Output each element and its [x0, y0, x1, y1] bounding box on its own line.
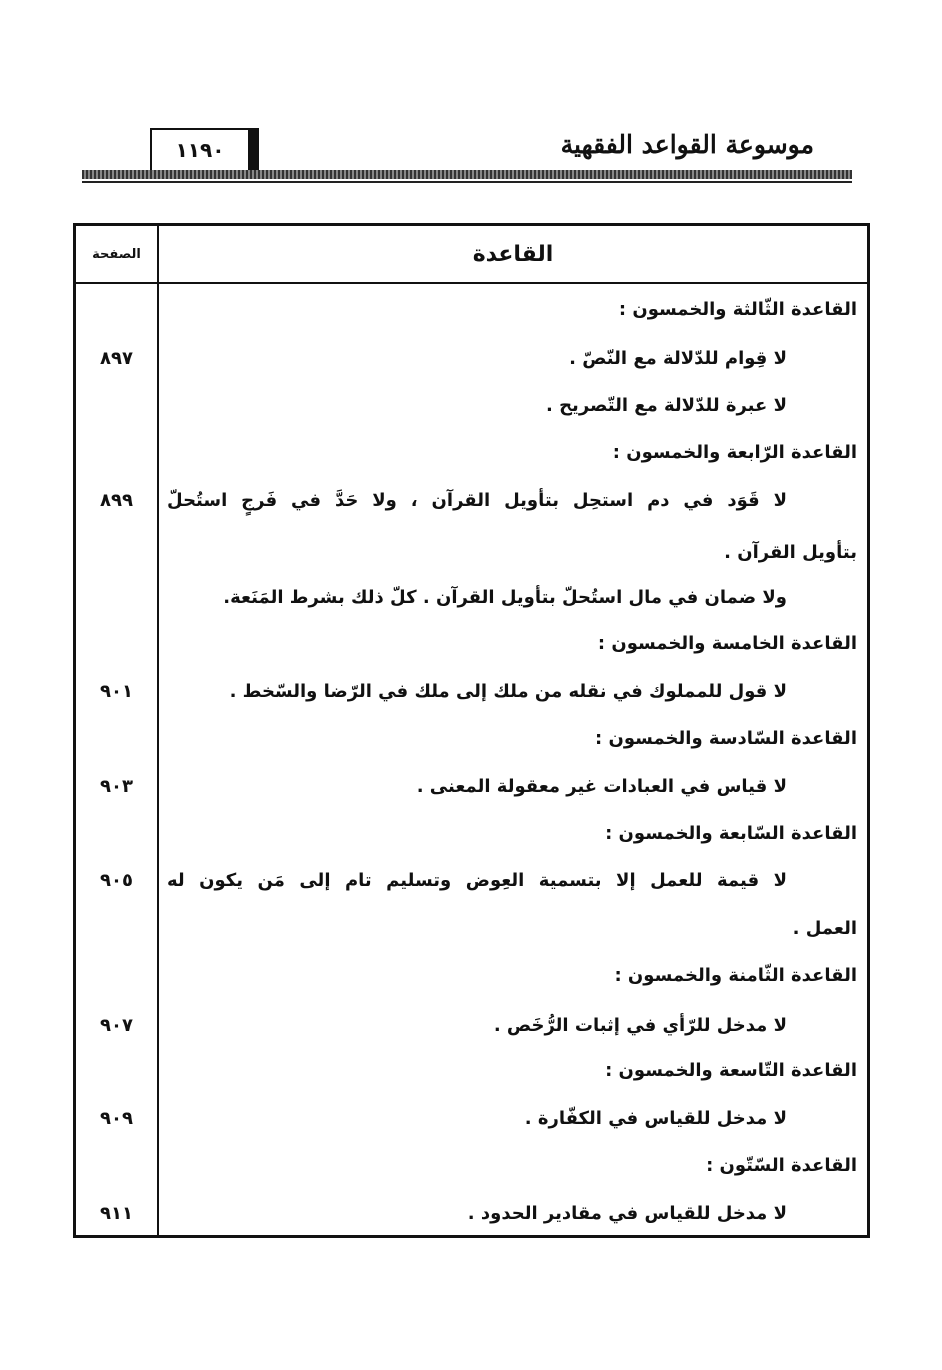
header-rule-thin: [82, 181, 852, 183]
column-header-page: الصفحة: [92, 246, 141, 262]
rule-text: لا قَوَد في دم استحِل بتأويل القرآن ، ولا حَدَّ في فَرجٍ استُحلّ: [167, 490, 787, 511]
page-ref: ٩١١: [100, 1203, 133, 1224]
rule-heading-59: القاعدة التّاسعة والخمسون :: [605, 1060, 857, 1081]
page-ref: ٩٠٥: [100, 870, 133, 891]
rule-text-continued: بتأويل القرآن .: [724, 542, 857, 563]
rule-text: لا قول للمملوك في نقله من ملك إلى ملك في الرّضا والسّخط .: [229, 681, 787, 702]
page-header: [0, 0, 942, 190]
index-table: [73, 223, 870, 1238]
header-rule: [82, 170, 852, 179]
rule-heading-55: القاعدة الخامسة والخمسون :: [597, 633, 857, 654]
rule-text: لا مدخل للرّأي في إثبات الرُّخَص .: [493, 1015, 787, 1036]
table-header-row: [76, 226, 867, 284]
rule-heading-57: القاعدة السّابعة والخمسون :: [605, 823, 857, 844]
page-ref: ٨٩٩: [100, 490, 133, 511]
rule-heading-53: القاعدة الثّالثة والخمسون :: [618, 299, 857, 320]
page-ref: ٩٠٣: [100, 776, 133, 797]
rule-text-continued: العمل .: [792, 918, 857, 939]
rule-text: لا عبرة للدّلالة مع التّصريح .: [545, 395, 787, 416]
rule-heading-56: القاعدة السّادسة والخمسون :: [595, 728, 857, 749]
book-title: موسوعة القواعد الفقهية: [560, 130, 814, 159]
rule-heading-54: القاعدة الرّابعة والخمسون :: [612, 442, 857, 463]
page-ref: ٨٩٧: [100, 348, 133, 369]
page-ref: ٩٠١: [100, 681, 133, 702]
rule-heading-58: القاعدة الثّامنة والخمسون :: [614, 965, 857, 986]
page-number-box: [150, 128, 250, 172]
rule-text: لا مدخل للقياس في الكفّارة .: [524, 1108, 787, 1129]
page-number: ١١٩٠: [175, 138, 225, 162]
page-ref: ٩٠٩: [100, 1108, 133, 1129]
rule-text: لا قِوام للدّلالة مع النّصّ .: [569, 348, 787, 369]
rule-text: لا قيمة للعمل إلا بتسمية العِوض وتسليم تام إلى مَن يكون له: [167, 870, 787, 891]
rule-text: لا مدخل للقياس في مقادير الحدود .: [467, 1203, 787, 1224]
rule-text: لا قياس في العبادات غير معقولة المعنى .: [416, 776, 787, 797]
page-ref: ٩٠٧: [100, 1015, 133, 1036]
rule-text: ولا ضمان في مال استُحلّ بتأويل القرآن . كلّ ذلك بشرط المَنَعة.: [223, 587, 787, 608]
column-header-rule: القاعدة: [472, 241, 554, 267]
rule-heading-60: القاعدة السّتّون :: [706, 1155, 857, 1176]
